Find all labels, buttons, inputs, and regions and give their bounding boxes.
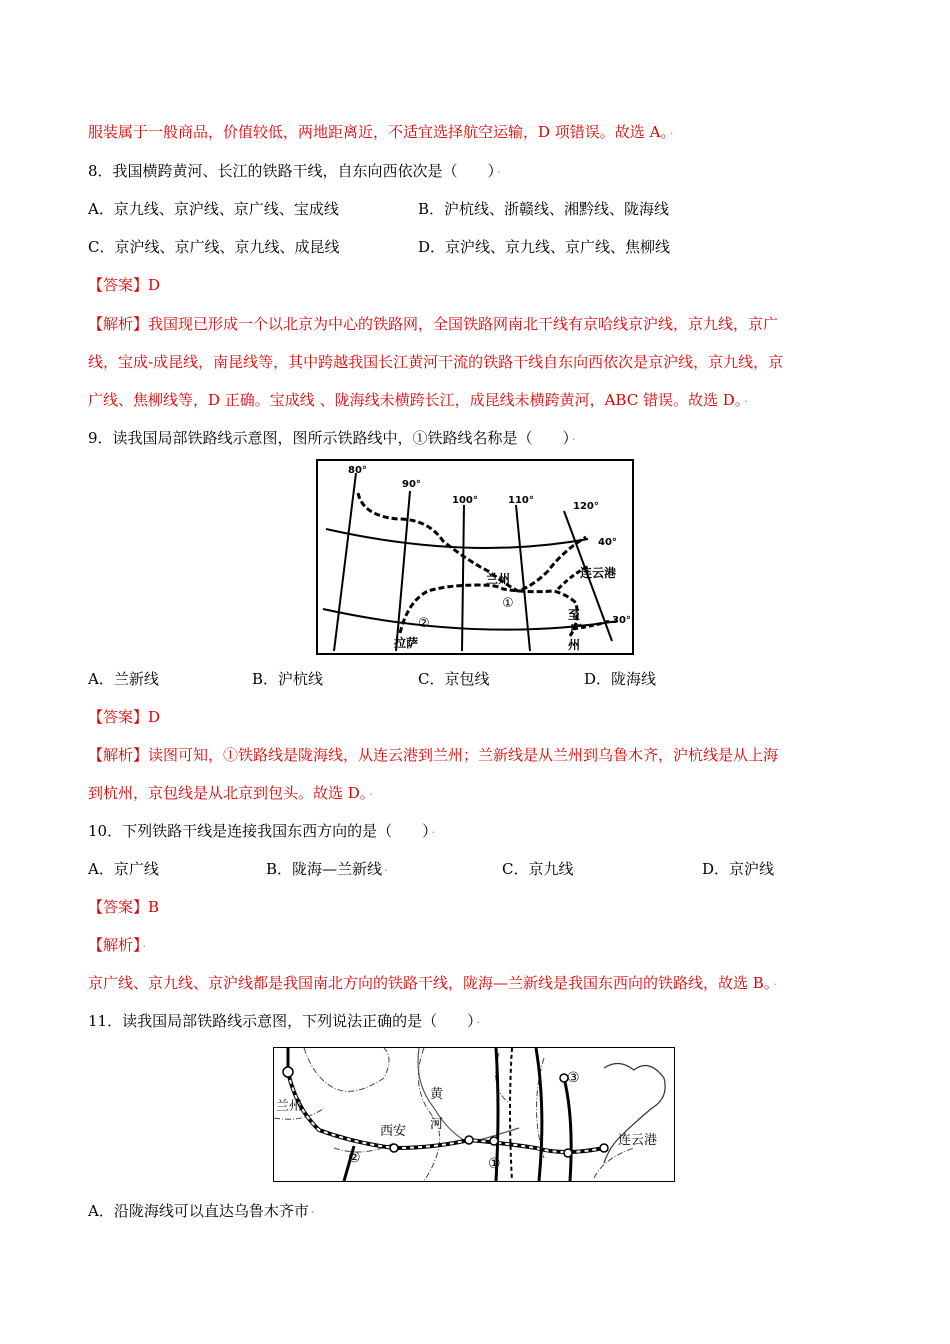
station-xuzhou — [564, 1149, 572, 1157]
place-lanzhou: 兰州 — [276, 1099, 303, 1114]
station-xian — [390, 1144, 398, 1152]
station-lanzhou — [283, 1067, 293, 1077]
q10-explanation-body: 京广线、京九线、京沪线都是我国南北方向的铁路干线，陇海—兰新线是我国东西向的铁路线，故选 B。 · — [88, 974, 777, 992]
marker-1: ① — [488, 1156, 501, 1172]
q10-option-d: D．京沪线 — [702, 860, 775, 878]
boundary-line — [304, 1048, 389, 1091]
station-lianyungang — [600, 1144, 608, 1152]
station-junction — [465, 1136, 473, 1144]
railway-longhai — [288, 1072, 604, 1152]
longitude-90-line — [396, 491, 410, 651]
place-lianyungang: 连云港 — [618, 1133, 658, 1148]
q9-railway-map — [316, 459, 634, 655]
q8-explanation-line: 广线、焦柳线等，D 正确。宝成线 、陇海线未横跨长江，成昆线未横跨黄河，ABC 错误。故选 D。 · — [88, 391, 748, 409]
q10-option-b: B．陇海—兰新线 · — [266, 860, 388, 878]
place-guang: 广 — [570, 622, 583, 636]
river-label-huang: 黄 — [430, 1087, 444, 1102]
q8-option-b: B．沪杭线、浙赣线、湘黔线、陇海线 — [418, 200, 670, 218]
lon-label: 80° — [348, 465, 367, 476]
previous-explanation: 服装属于一般商品，价值较低，两地距离近，不适宜选择航空运输，D 项错误。故选 A。 · — [88, 123, 674, 141]
place-zhou: 州 — [568, 638, 581, 652]
marker-2: ② — [418, 616, 430, 631]
coastline — [604, 1063, 665, 1163]
q10-explanation-head: 【解析】 · — [88, 936, 147, 954]
boundary-line — [418, 1048, 439, 1181]
lon-label: 120° — [573, 501, 599, 512]
q9-answer: 【答案】D — [88, 708, 161, 726]
latitude-40-line — [326, 529, 588, 548]
railway-jinghu — [564, 1078, 571, 1181]
q8-answer: 【答案】D — [88, 276, 161, 294]
q9-option-b: B．沪杭线 — [252, 670, 324, 688]
railway-ties — [288, 1072, 604, 1152]
q8-explanation-line: 【解析】我国现已形成一个以北京为中心的铁路网，全国铁路网南北干线有京哈线京沪线，京九线，京广 — [88, 315, 779, 333]
lon-label: 110° — [508, 495, 534, 506]
boundary-line — [594, 1148, 634, 1178]
q10-option-a: A．京广线 — [88, 860, 159, 878]
q9-option-a: A．兰新线 — [88, 670, 159, 688]
railway-jiaoliu — [510, 1048, 512, 1181]
marker-2: ② — [348, 1150, 361, 1166]
lat-label: 30° — [612, 615, 631, 626]
q9-question: 9．读我国局部铁路线示意图，图所示铁路线中，①铁路线名称是（ ） · — [88, 429, 576, 447]
q11-question: 11．读我国局部铁路线示意图，下列说法正确的是（ ） · — [88, 1012, 481, 1030]
lat-label: 40° — [598, 537, 617, 548]
place-lanzhou: 兰州 — [486, 572, 511, 586]
marker-3: ③ — [567, 1070, 580, 1086]
longitude-80-line — [334, 473, 356, 651]
q8-option-c: C．京沪线、京广线、京九线、成昆线 — [88, 238, 340, 256]
place-xian: 西安 — [380, 1124, 407, 1139]
place-lianyungang: 连云港 — [580, 566, 617, 580]
q11-railway-map — [273, 1047, 675, 1182]
q8-explanation-line: 线，宝成-成昆线，南昆线等，其中跨越我国长江黄河干流的铁路干线自东向西依次是京沪线，京九线，京 — [88, 353, 784, 371]
q10-question: 10．下列铁路干线是连接我国东西方向的是（ ） · — [88, 822, 436, 840]
place-lhasa: 拉萨 — [394, 636, 419, 650]
q8-option-d: D．京沪线、京九线、京广线、焦柳线 — [418, 238, 671, 256]
lon-label: 90° — [402, 479, 421, 490]
q9-option-d: D．陇海线 — [584, 670, 657, 688]
place-to: 至 — [568, 608, 581, 622]
q9-explanation-line: 到杭州，京包线是从北京到包头。故选 D。 · — [88, 784, 373, 802]
q10-option-c: C．京九线 — [502, 860, 574, 878]
q10-answer: 【答案】B — [88, 898, 160, 916]
q11-option-a: A．沿陇海线可以直达乌鲁木齐市 · — [88, 1202, 315, 1220]
station-zhengzhou — [490, 1137, 498, 1145]
marker-1: ① — [502, 596, 514, 611]
q8-question: 8．我国横跨黄河、长江的铁路干线，自东向西依次是（ ） · — [88, 162, 501, 180]
river-label-he: 河 — [430, 1117, 444, 1132]
lon-label: 100° — [452, 495, 478, 506]
q8-option-a: A．京九线、京沪线、京广线、宝成线 — [88, 200, 339, 218]
q9-option-c: C．京包线 — [418, 670, 490, 688]
q9-explanation-line: 【解析】读图可知，①铁路线是陇海线，从连云港到兰州；兰新线是从兰州到乌鲁木齐，沪杭线是从上海 — [88, 746, 779, 764]
